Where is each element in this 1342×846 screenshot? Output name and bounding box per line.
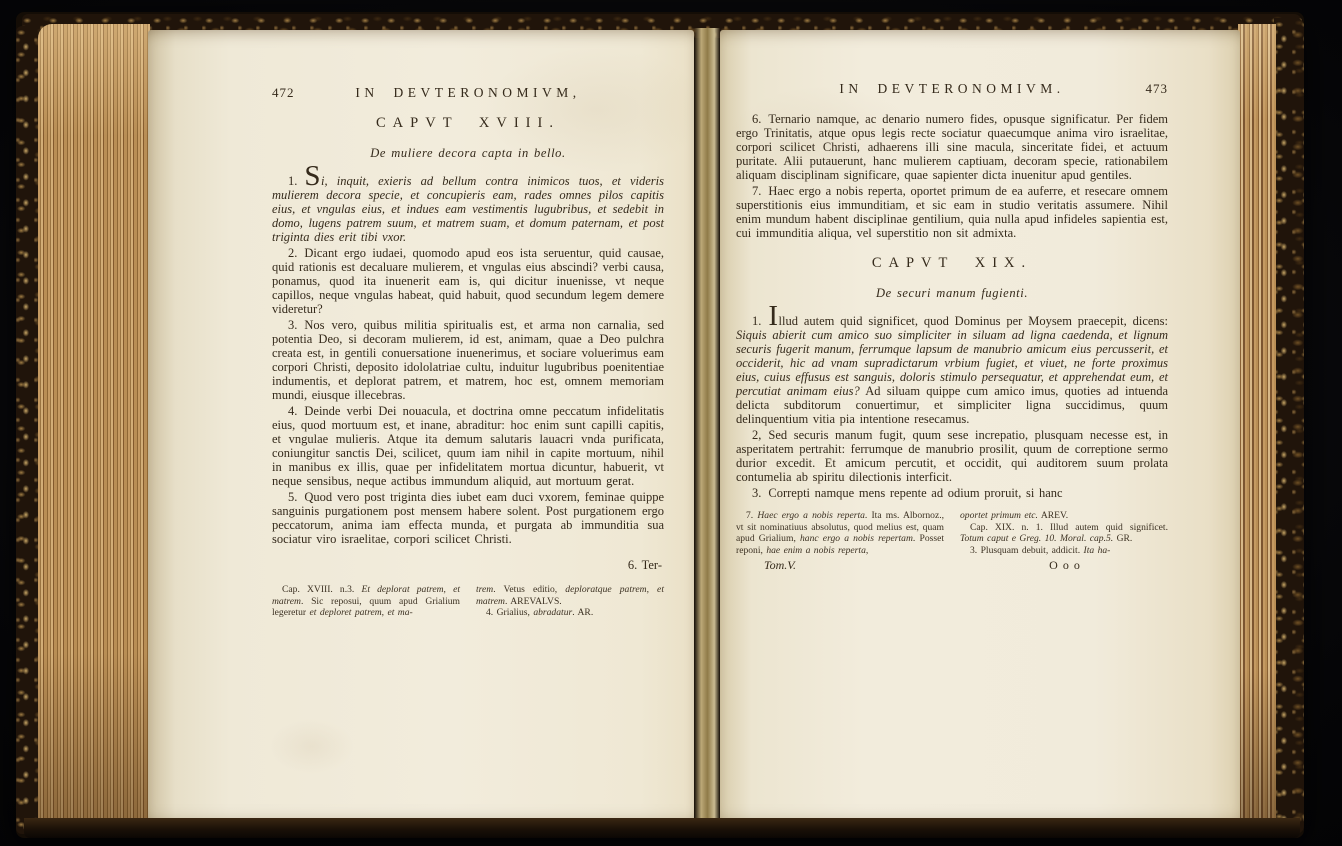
- raised-initial-i: I: [768, 300, 779, 332]
- text-segment: i, inquit, exieris ad bellum contra inimicos tuos, et videris mulierem decora specie, et concupieris eam, rades omnes pilos capitis eius, et vngulas eius, et indues eam vestimentis lugubribus, et sedebit in domo, lugens patrem suum, et matrem suam, et domum paternam, et post triginta dies erit tibi vxor.: [272, 174, 664, 244]
- signature-line: [736, 558, 1168, 572]
- text-segment: . Sic reposui, quum apud Grialium legeretur: [272, 595, 460, 618]
- footnote-column-2: [960, 510, 1168, 556]
- text-segment: 4. Grialius,: [486, 607, 534, 618]
- text-segment: Ternario namque, ac denario numero fides, opusque significatur. Per fidem ergo Trinitatis, atque opus legis recte sociatur quaecumque anima viro israelitae, corpori scilicet Christi, adhaerens illi sine macula, sinceritate fidei, et actuum puritate. Alii putauerunt, hanc mulierem captiuam, decoram specie, rationabilem aliquam disciplinam significare, quae sapienter dicta inuenitur apud gentiles.: [736, 112, 1168, 182]
- chapter-subtitle-xviii: De muliere decora capta in bello.: [370, 146, 566, 160]
- paragraph-4: [272, 404, 664, 488]
- chapter-heading-xviii: CAPVT XVIII.: [376, 115, 560, 131]
- paragraph-number: 6.: [752, 112, 762, 126]
- paragraph-text: [272, 318, 664, 402]
- paragraph-number: 5.: [288, 490, 298, 504]
- paragraph-1-ch19: [736, 300, 1169, 426]
- text-segment: llud autem quid significet, quod Dominus per Moysem praecepit, dicens:: [778, 314, 1168, 328]
- left-marbled-board-edge: [16, 26, 40, 834]
- text-segment: Sed securis manum fugit, quum sese increpatio, plusquam necesse est, in asperitatem pertrahit: ferrumque de manubrio prosilit, quum de correptione sermo durior excedit. Et amicum percutit, et occidit, qui auditorem suum prolata contumelia ab spiritu dilectionis interficit.: [736, 428, 1168, 484]
- footnote: [960, 522, 1168, 545]
- text-segment: Haec ergo a nobis reperta: [757, 510, 865, 521]
- text-segment: Quod vero post triginta dies iubet eam duci vxorem, feminae quippe sanguinis purgationem post mensem habere solent. Post purgationem ergo peccatorum, anima iam effecta munda, et purgata ab immunditia sua sociatur viro israelitae, corpori scilicet Christi.: [272, 490, 664, 546]
- paragraph-3-ch19: [736, 486, 1168, 500]
- footnotes-472: [272, 584, 664, 619]
- text-segment: Cap. XIX. n. 1. Illud autem quid significet.: [970, 521, 1168, 533]
- text-segment: Haec ergo a nobis reperta, oportet primum de ea auferre, et resecare omnem superstitionis eius immunditiam, et sic eam in studio veritatis assumere. Nihil enim mundum habent disciplinae gentilium, quia nulla apud infideles sapientia est, cui immunditia aliqua, vel superstitio non sit admixta.: [736, 184, 1168, 240]
- text-segment: GR.: [1113, 533, 1133, 544]
- open-book: [16, 12, 1304, 838]
- paragraph-2: [272, 246, 664, 316]
- text-segment: Nos vero, quibus militia spiritualis est, et arma non carnalia, sed potentia Deo, si decoram mulierem, id est, animam, quae a Deo pulchra creata est, in gentili conuersatione inuenerimus, et sociare voluerimus eam corpori Christi, deposito idololatriae cultu, induitur lugubribus poenitentiae indumentis, et deplorat patrem, et matrem, hoc est, omnem memoriam mundi, eiusque illecebras.: [272, 318, 664, 402]
- paragraph-text: [272, 404, 664, 488]
- text-segment: ,: [865, 544, 869, 556]
- book-bottom-edge: [24, 818, 1300, 838]
- page-473: [720, 30, 1240, 826]
- raised-initial-s: S: [304, 160, 322, 192]
- page-473-text-block: [720, 30, 1240, 826]
- paragraph-number: 1.: [752, 314, 762, 328]
- text-segment: Dicant ergo iudaei, quomodo apud eos ista seruentur, quid causae, quid rationis est decaluare mulierem, et vngulas eius abscindi? verbi causa, ponamus, quod ita inuenerit eam is, qui dicitur inuenisse, vt neque capillos, neque vngulas habeat, quid habuit, quod secundum legem demere videretur?: [272, 246, 664, 316]
- footnote: [476, 607, 664, 619]
- page-number-right: 473: [1145, 81, 1168, 96]
- page-472: [148, 30, 694, 826]
- text-segment: . AR.: [572, 607, 594, 618]
- footnote-column-2: [476, 584, 664, 619]
- gathering-signature: Ooo: [1049, 558, 1085, 572]
- page-472-header: [272, 86, 664, 100]
- paragraph-text: [736, 428, 1168, 484]
- footnote-column-1: [272, 584, 460, 619]
- paragraph-number: 2,: [752, 428, 762, 442]
- left-page-fore-edge: [38, 24, 150, 830]
- text-segment: 7.: [746, 510, 758, 521]
- page-472-text-block: [148, 30, 694, 826]
- chapter-subtitle-xix: De securi manum fugienti.: [875, 286, 1029, 300]
- text-segment: deploratque patrem, et matrem: [476, 584, 664, 607]
- paragraph-number: 4.: [288, 404, 298, 418]
- footnote: [272, 584, 460, 619]
- footnotes-473: [736, 510, 1168, 556]
- paragraph-text: [736, 314, 1168, 426]
- paragraph-3: [272, 318, 664, 402]
- text-segment: trem: [476, 584, 494, 595]
- footnote: [736, 510, 944, 556]
- paragraph-6: [736, 112, 1168, 182]
- text-segment: hae enim a nobis reperta: [766, 544, 866, 556]
- text-segment: Deinde verbi Dei nouacula, et doctrina omne peccatum infidelitatis eius, quod mortuum est, et inane, abraditur: hoc enim sunt capilli capitis, et vngulae mulieris. Atque ita demum salutaris lauacri vnda purificata, coniungitur sanctis Dei, scilicet, quum iam nihil in capite mortuum, nihil in manibus ex illis, quae per infidelitatem mortua dicuntur, habuerit, vt neque sensibus, neque actibus immundum aliquid, aut mortuum gerat.: [272, 404, 664, 488]
- catchword: 6. Ter-: [627, 558, 662, 572]
- paragraph-text: [736, 184, 1168, 240]
- paragraph-7: [736, 184, 1168, 240]
- text-segment: . AREVALVS.: [504, 595, 562, 607]
- paragraph-text: [768, 486, 1062, 500]
- text-segment: hanc ergo a nobis repertam: [800, 533, 913, 544]
- paragraph-2-ch19: [736, 428, 1168, 484]
- volume-signature: Tom.V.: [764, 558, 797, 572]
- paragraph-number: 7.: [752, 184, 762, 198]
- paragraph-text: [736, 112, 1168, 182]
- paragraph-number: 3.: [288, 318, 298, 332]
- right-page-fore-edge: [1238, 24, 1276, 830]
- text-segment: . Posset reponi,: [736, 533, 945, 556]
- text-segment: Cap. XVIII. n.3.: [282, 584, 362, 595]
- text-segment: Ita ha-: [1083, 544, 1111, 556]
- paragraph-number: 1.: [288, 174, 298, 188]
- running-title-left: IN DEVTERONOMIVM,: [355, 85, 581, 100]
- text-segment: Correpti namque mens repente ad odium proruit, si hanc: [768, 486, 1063, 500]
- paragraph-text: [272, 174, 664, 244]
- paragraph-5: [272, 490, 664, 546]
- running-title-right: IN DEVTERONOMIVM.: [839, 81, 1065, 96]
- text-segment: abradatur: [533, 607, 573, 618]
- right-marbled-board-edge: [1274, 18, 1304, 834]
- text-segment: oportet primum etc.: [960, 510, 1038, 521]
- paragraph-text: [272, 246, 664, 316]
- paragraph-number: 2.: [288, 246, 298, 260]
- text-segment: Siquis abierit cum amico suo simpliciter in siluam ad ligna caedenda, et lignum securis fugerit manum, ferrumque lapsum de manubrio amicum eius percusserit, et occiderit, hic ad vnam supradictarum vrbium fugiet, et viuet, ne forte proximus eius, cuius effusus est sanguis, doloris stimulo persequatur, et apprehendat eum, et percutiat animam eius?: [736, 328, 1168, 398]
- footnote-continuation: [960, 510, 1168, 522]
- text-segment: AREV.: [1037, 510, 1069, 521]
- text-segment: . Ita ms. Albornoz., vt sit nominatiuus absolutus, quod melius est, quam apud Grialium,: [736, 510, 944, 544]
- footnote-continuation: [476, 584, 664, 607]
- text-segment: Et deplorat patrem, et matrem: [272, 584, 460, 607]
- book-gutter: [694, 28, 720, 826]
- footnote: [960, 545, 1168, 557]
- paragraph-number: 3.: [752, 486, 762, 500]
- page-473-header: [736, 82, 1168, 96]
- text-segment: et deploret patrem, et ma-: [309, 607, 413, 618]
- text-segment: 3. Plusquam debuit, addicit.: [970, 544, 1084, 556]
- page-number-left: 472: [272, 85, 295, 100]
- paragraph-1: [272, 160, 664, 244]
- paragraph-text: [272, 490, 664, 546]
- text-segment: . Vetus editio,: [493, 584, 566, 595]
- chapter-heading-xix: CAPVT XIX.: [871, 255, 1033, 271]
- text-segment: Totum caput e Greg. 10. Moral. cap.5.: [960, 533, 1114, 544]
- footnote-column-1: [736, 510, 944, 556]
- text-segment: Ad siluam quippe cum amico imus, quoties ad intuenda delicta subditorum conuertimur, et simpliciter ligna succidimus, quum delinquentium vitia pia intentione resecamus.: [736, 384, 1169, 426]
